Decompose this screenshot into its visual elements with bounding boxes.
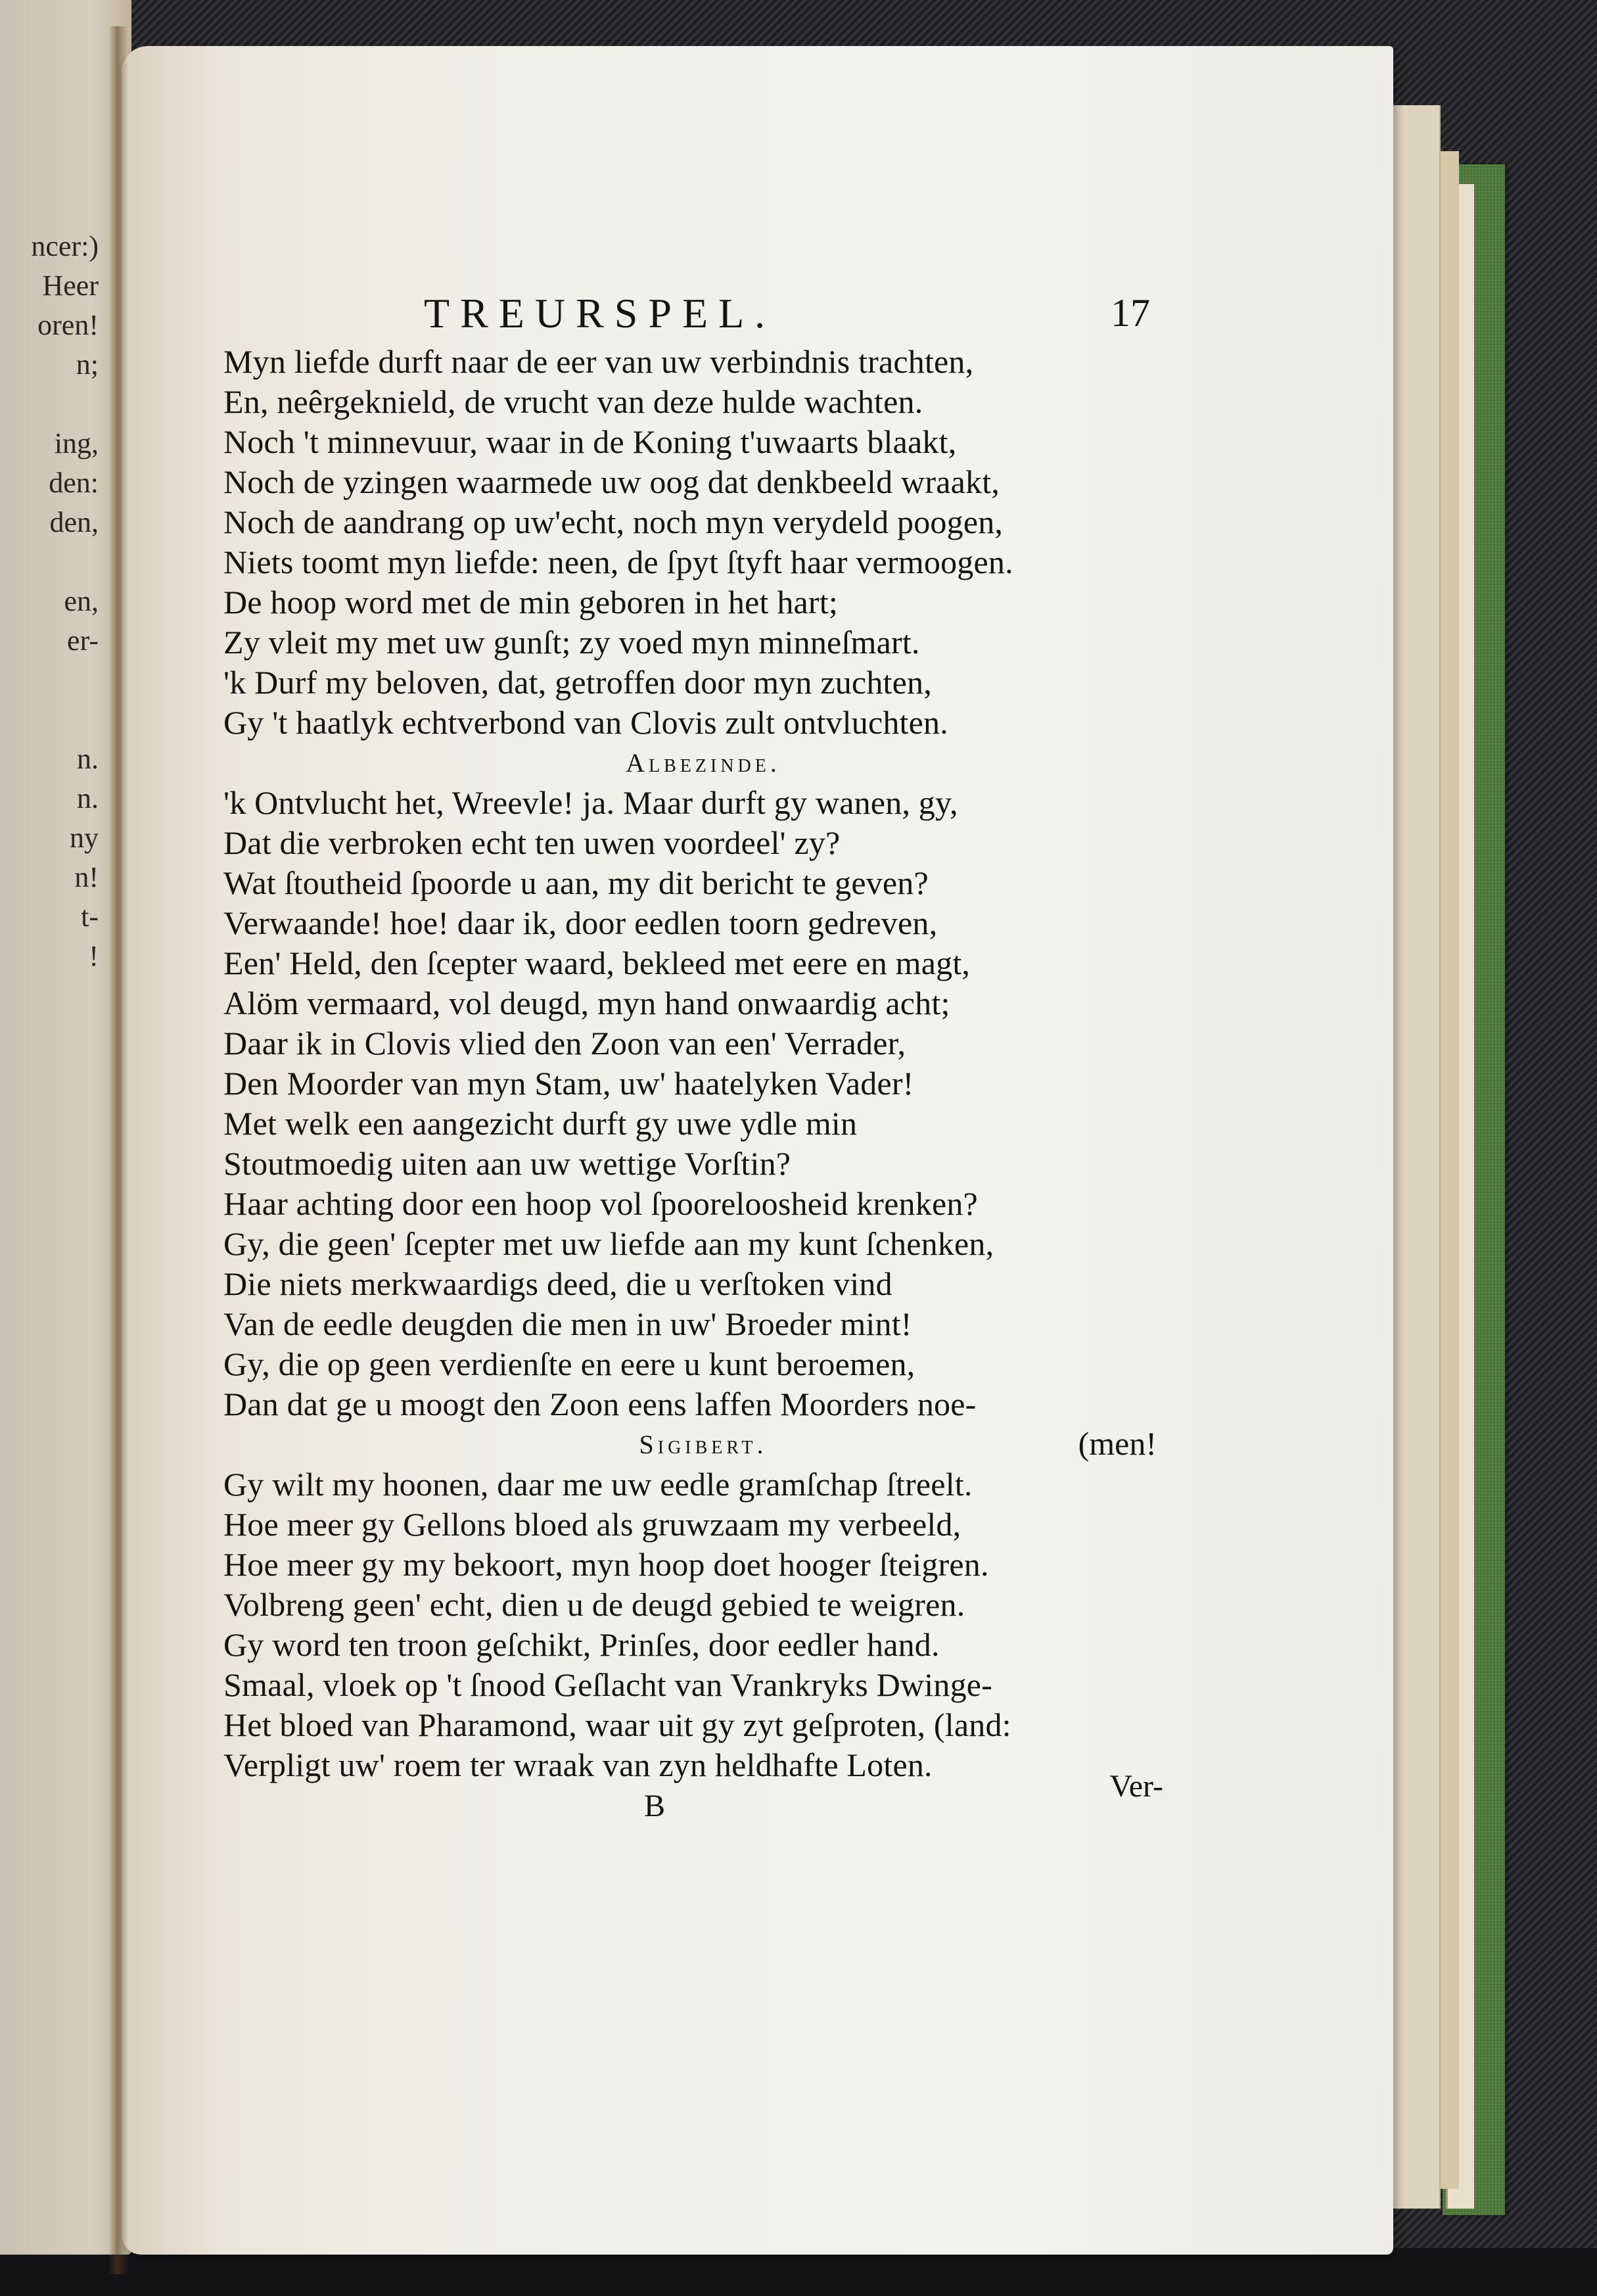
page-edge-stack — [1387, 105, 1441, 2209]
left-fragment — [0, 700, 125, 739]
left-page-text-fragments — [0, 227, 125, 976]
verse-line: Smaal, vloek op 't ſnood Geſlacht van Vrankryks Dwinge- — [223, 1666, 993, 1703]
verse-line: Wat ſtoutheid ſpoorde u aan, my dit bericht te geven? — [223, 864, 929, 901]
verse-line: Gy word ten troon geſchikt, Prinſes, door eedler hand. — [223, 1626, 940, 1663]
verse-line: Dat die verbroken echt ten uwen voordeel' zy? — [223, 824, 841, 861]
verse-line: Verwaande! hoe! daar ik, door eedlen toorn gedreven, — [223, 904, 938, 941]
verse-line: 'k Ontvlucht het, Wreevle! ja. Maar durft gy wanen, gy, — [223, 784, 958, 821]
verse-line: Myn liefde durft naar de eer van uw verbindnis trachten, — [223, 343, 974, 380]
verse-line: Alöm vermaard, vol deugd, myn hand onwaardig acht; — [223, 985, 950, 1021]
page-footer — [223, 1769, 1163, 1834]
left-fragment — [0, 385, 125, 424]
book-gutter — [108, 26, 128, 2274]
left-fragment: den, — [49, 506, 99, 538]
left-fragment: den: — [49, 467, 99, 499]
verse-line: En, neêrgeknield, de vrucht van deze hulde wachten. — [223, 383, 923, 420]
verse-line: Daar ik in Clovis vlied den Zoon van een' Verrader, — [223, 1025, 906, 1062]
signature-mark: B — [644, 1789, 666, 1823]
verse-line: Noch 't minnevuur, waar in de Koning t'uwaarts blaakt, — [223, 423, 957, 460]
verse-line: Van de eedle deugden die men in uw' Broeder mint! — [223, 1305, 912, 1342]
left-fragment: n! — [74, 861, 99, 893]
verse-line: Den Moorder van myn Stam, uw' haatelyken Vader! — [223, 1065, 914, 1102]
turnover-text: (men! — [1078, 1425, 1157, 1462]
verse-line: Volbreng geen' echt, dien u de deugd gebied te weigren. — [223, 1586, 965, 1623]
left-fragment — [0, 542, 125, 582]
catchword: Ver- — [1109, 1769, 1163, 1804]
verse-line: Met welk een aangezicht durft gy uwe ydle min — [223, 1105, 858, 1142]
verse-line: Hoe meer gy my bekoort, myn hoop doet hooger ſteigren. — [223, 1546, 989, 1583]
verse-line: Niets toomt myn liefde: neen, de ſpyt ſtyft haar vermoogen. — [223, 544, 1013, 580]
verse-line: Noch de aandrang op uw'echt, noch myn verydeld poogen, — [223, 504, 1004, 540]
left-fragment: Heer — [42, 269, 99, 302]
left-fragment: ing, — [54, 427, 99, 459]
left-fragment: ! — [89, 940, 99, 972]
left-fragment: en, — [64, 585, 99, 617]
verse-line: Zy vleit my met uw gunſt; zy voed myn minneſmart. — [223, 624, 920, 661]
verse-line: 'k Durf my beloven, dat, getroffen door myn zuchten, — [223, 664, 932, 701]
page-number: 17 — [1111, 291, 1150, 335]
left-fragment: t- — [81, 901, 99, 933]
left-fragment: ny — [70, 822, 99, 854]
verse-line: Het bloed van Pharamond, waar uit gy zyt geſproten, (land: — [223, 1706, 1011, 1743]
page-text — [223, 289, 1163, 1834]
speaker-heading: Sigibert. — [639, 1430, 768, 1459]
running-head — [223, 289, 1150, 342]
verse-line: Een' Held, den ſcepter waard, bekleed met eere en magt, — [223, 945, 971, 981]
verse-line: Stoutmoedig uiten aan uw wettige Vorſtin? — [223, 1145, 791, 1182]
verse-line: Noch de yzingen waarmede uw oog dat denkbeeld wraakt, — [223, 463, 1000, 500]
left-fragment — [0, 661, 125, 700]
left-fragment: oren! — [37, 309, 99, 341]
table-surface-shadow — [0, 2248, 1597, 2296]
verse-line: Hoe meer gy Gellons bloed als gruwzaam my verbeeld, — [223, 1506, 961, 1543]
speaker-row — [223, 1424, 1157, 1464]
verse-line: Gy, die geen' ſcepter met uw liefde aan my kunt ſchenken, — [223, 1225, 994, 1262]
left-fragment: n. — [77, 743, 99, 775]
verse-line: Dan dat ge u moogt den Zoon eens laffen Moorders noe- — [223, 1386, 977, 1422]
left-fragment: er- — [67, 624, 99, 657]
running-title: TREURSPEL. — [424, 290, 776, 337]
verse-line: Gy 't haatlyk echtverbond van Clovis zult ontvluchten. — [223, 704, 948, 741]
left-fragment: ncer:) — [31, 230, 99, 262]
verse-line: Verpligt uw' roem ter wraak van zyn heldhafte Loten. — [223, 1746, 933, 1783]
left-fragment: n; — [76, 348, 99, 381]
verse-line: Die niets merkwaardigs deed, die u verſtoken vind — [223, 1265, 892, 1302]
verse-line: Gy, die op geen verdienſte en eere u kunt beroemen, — [223, 1346, 915, 1382]
verse-line: Haar achting door een hoop vol ſpooreloosheid krenken? — [223, 1185, 978, 1222]
left-fragment: n. — [77, 782, 99, 814]
verse-line: Gy wilt my hoonen, daar me uw eedle gramſchap ſtreelt. — [223, 1466, 973, 1503]
verse-line: De hoop word met de min geboren in het hart; — [223, 584, 838, 621]
speaker-heading: Albezinde. — [626, 748, 781, 778]
